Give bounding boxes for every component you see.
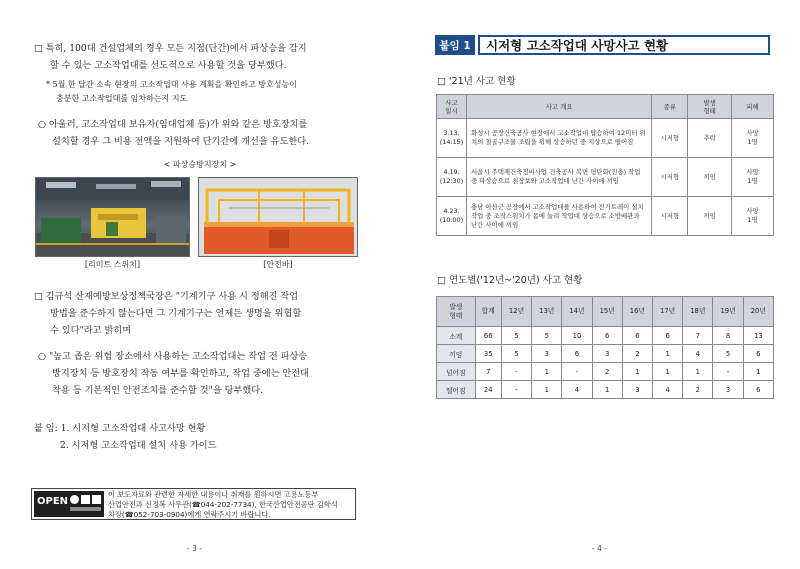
- para3-line2: 방법을 준수하지 않는다면 그 기계기구는 언제든 생명을 위협할: [50, 308, 302, 319]
- accident-count: 35: [475, 345, 501, 363]
- para2-line2: 설치할 경우 그 비용 전액을 지원하여 단기간에 개선을 유도한다.: [52, 136, 310, 147]
- attachment-2: 2. 시저형 고소작업대 설치 사용 가이드: [60, 440, 217, 451]
- limit-switch-photo: [35, 177, 190, 257]
- accident-count: 10: [562, 327, 592, 345]
- contact-text: [108, 490, 356, 520]
- machine-type: 시저형: [652, 158, 688, 197]
- limit-switch-illustration: [36, 178, 190, 257]
- damage: 사망 1명: [732, 158, 774, 197]
- table2-header: 12년: [501, 297, 531, 327]
- accident-form: 추락: [688, 119, 732, 158]
- table2-header: 14년: [562, 297, 592, 327]
- kogl-open-logo: [34, 491, 104, 517]
- table2-header: 15년: [592, 297, 622, 327]
- accident-count: 5: [501, 327, 531, 345]
- figure-caption: < 파상승방지장치 >: [163, 160, 237, 169]
- para2-line1: 아울러, 고소작업대 보유자(임대업체 등)가 위와 같은 방호장치를: [48, 119, 308, 130]
- accident-date: 4.23. (10:00): [437, 197, 467, 236]
- attachments-list: [34, 420, 374, 454]
- accident-count: 5: [532, 327, 562, 345]
- accident-form-label: 끼임: [437, 345, 476, 363]
- table2-row: [437, 345, 774, 363]
- para4-line1: "높고 좁은 위험 장소에서 사용하는 고소작업대는 작업 전 파상승: [48, 351, 308, 362]
- accident-count: 2: [592, 363, 622, 381]
- accident-description: 충남 아산군 공장에서 고소작업대를 사용하여 전기트레이 설치작업 중 조작스위치가 몸에 눌려 작업대 상승으로 소방배관과 난간 사이에 끼임: [466, 197, 651, 236]
- table2-row: [437, 381, 774, 399]
- accident-form-label: 넘어짐: [437, 363, 476, 381]
- table1-row: [437, 197, 774, 236]
- photo2-caption: [안전바]: [263, 260, 293, 269]
- accident-count: 4: [653, 381, 683, 399]
- table1-row: [437, 158, 774, 197]
- para4-line3: 착용 등 기본적인 안전조치를 준수할 것"을 당부했다.: [52, 385, 264, 396]
- accident-count: 1: [622, 363, 652, 381]
- license-bar: [70, 507, 101, 511]
- section-yearly-heading: □ 연도별('12년~'20년) 사고 현황: [437, 275, 583, 286]
- accident-form-label: 소계: [437, 327, 476, 345]
- accident-count: 4: [683, 345, 713, 363]
- circle-bullet: ○: [38, 119, 47, 130]
- accident-count: 5: [713, 345, 743, 363]
- accident-count: 6: [743, 345, 773, 363]
- accident-count: 66: [475, 327, 501, 345]
- table1-header: 사고 일시: [437, 95, 467, 119]
- table2-header: 20년: [743, 297, 773, 327]
- para1-line2: 할 수 있는 고소작업대를 선도적으로 사용할 것을 당부했다.: [50, 60, 287, 71]
- note-line1: * 5월 한 달간 소속 현장의 고소작업대 사용 계획을 확인하고 방호성능이: [46, 80, 297, 89]
- right-page: [400, 0, 800, 569]
- table2-header: 18년: [683, 297, 713, 327]
- damage: 사망 1명: [732, 197, 774, 236]
- safety-bar-photo: [198, 177, 358, 257]
- table2-header: 17년: [653, 297, 683, 327]
- accident-count: 8: [713, 327, 743, 345]
- accident-count: 6: [622, 327, 652, 345]
- accident-count: -: [501, 363, 531, 381]
- table2-header: 13년: [532, 297, 562, 327]
- square-bullet: □: [34, 43, 43, 54]
- para4-line2: 방지장치 등 방호장치 작동 여부를 확인하고, 작업 중에는 안전대: [52, 368, 310, 379]
- table2-header: 19년: [713, 297, 743, 327]
- accident-count: -: [501, 381, 531, 399]
- safety-bar-illustration: [199, 178, 358, 257]
- accident-count: 13: [743, 327, 773, 345]
- para3-line1: 김규석 산재예방보상정책국장은 "기계기구 사용 시 정해진 작업: [45, 291, 299, 302]
- accident-count: 3: [622, 381, 652, 399]
- page-number-left: - 3 -: [187, 544, 202, 553]
- accident-count: 1: [683, 363, 713, 381]
- accident-description: 서울시 주택재건축정비사업 건축공사 복면 평탄화(진충) 작업 중 파상승으로 천장보와 고소작업대 난간 사이에 끼임: [466, 158, 651, 197]
- contact-line3: 차장(☎052-703-0904)에게 연락주시기 바랍니다.: [108, 510, 271, 519]
- table2-header: 발생 형태: [437, 297, 476, 327]
- accident-count: 1: [653, 363, 683, 381]
- accidents-by-year-table: [436, 296, 774, 399]
- page-title: 시저형 고소작업대 사망사고 현황: [478, 35, 770, 55]
- attachments-label: 붙 임:: [34, 423, 58, 434]
- accident-count: 6: [592, 327, 622, 345]
- table1-header: 사고 개요: [466, 95, 651, 119]
- paragraph-director-quote: [34, 288, 374, 339]
- table2-row: [437, 327, 774, 345]
- accident-count: -: [713, 363, 743, 381]
- accident-count: -: [562, 363, 592, 381]
- attachment-1: 1. 시저형 고소작업대 사고사망 현황: [60, 423, 206, 434]
- accident-date: 4.19. (12:30): [437, 158, 467, 197]
- accidents-2021-table: [436, 94, 774, 236]
- table2-row: [437, 363, 774, 381]
- accident-count: 3: [713, 381, 743, 399]
- contact-line1: 이 보도자료와 관련한 자세한 내용이나 취재를 원하시면 고용노동부: [108, 490, 319, 499]
- open-logo-text: OPEN: [37, 496, 69, 507]
- damage: 사망 1명: [732, 119, 774, 158]
- table1-header: 종류: [652, 95, 688, 119]
- attachment-badge: 붙임 1: [435, 35, 475, 55]
- machine-type: 시저형: [652, 119, 688, 158]
- footnote-may-inspection: [46, 78, 376, 106]
- accident-count: 7: [683, 327, 713, 345]
- paragraph-safety-request: [38, 348, 378, 399]
- table2-header: 16년: [622, 297, 652, 327]
- accident-count: 5: [501, 345, 531, 363]
- accident-count: 2: [683, 381, 713, 399]
- section-2021-heading: □ '21년 사고 현황: [437, 76, 516, 87]
- circle-bullet: ○: [38, 351, 47, 362]
- paragraph-cost-support: [38, 116, 378, 150]
- square-bullet: □: [34, 291, 43, 302]
- accident-form: 끼임: [688, 158, 732, 197]
- accident-count: 1: [653, 345, 683, 363]
- accident-count: 4: [562, 381, 592, 399]
- contact-line2: 산업안전과 신정복 사무관(☎044-202-7734), 한국산업안전공단 김학석: [108, 500, 338, 509]
- accident-form-label: 떨어짐: [437, 381, 476, 399]
- note-line2: 충분한 고소작업대를 임차하는지 지도: [56, 94, 188, 103]
- accident-count: 1: [532, 363, 562, 381]
- table1-header: 발생 형태: [688, 95, 732, 119]
- accident-count: 6: [743, 381, 773, 399]
- accident-count: 2: [622, 345, 652, 363]
- attribution-icon: [70, 495, 79, 504]
- accident-count: 6: [562, 345, 592, 363]
- no-commercial-icon: [81, 495, 90, 504]
- accident-count: 1: [592, 381, 622, 399]
- accident-count: 7: [475, 363, 501, 381]
- accident-description: 화성시 공장신축공사 현장에서 고소작업대 탑승하여 12미터 위치의 철골구조물 조립을 위해 상승하던 중 지상으로 떨어짐: [466, 119, 651, 158]
- page-number-right: - 4 -: [592, 544, 607, 553]
- accident-count: 1: [743, 363, 773, 381]
- accident-count: 6: [653, 327, 683, 345]
- contact-info-box: [31, 488, 356, 520]
- paragraph-100-contractors: [34, 40, 374, 74]
- table1-header: 피해: [732, 95, 774, 119]
- accident-count: 1: [532, 381, 562, 399]
- table1-row: [437, 119, 774, 158]
- para1-line1: 특히, 100대 건설업체의 경우 모든 지점(단간)에서 파상승을 감지: [45, 43, 307, 54]
- photo1-caption: [리미트 스위치]: [84, 260, 141, 269]
- accident-count: 3: [592, 345, 622, 363]
- no-derivative-icon: [92, 495, 101, 504]
- accident-count: 24: [475, 381, 501, 399]
- accident-date: 3.13. (14:15): [437, 119, 467, 158]
- accident-form: 끼임: [688, 197, 732, 236]
- table2-header: 합계: [475, 297, 501, 327]
- machine-type: 시저형: [652, 197, 688, 236]
- accident-count: 3: [532, 345, 562, 363]
- para3-line3: 수 있다"라고 밝히며: [50, 325, 132, 336]
